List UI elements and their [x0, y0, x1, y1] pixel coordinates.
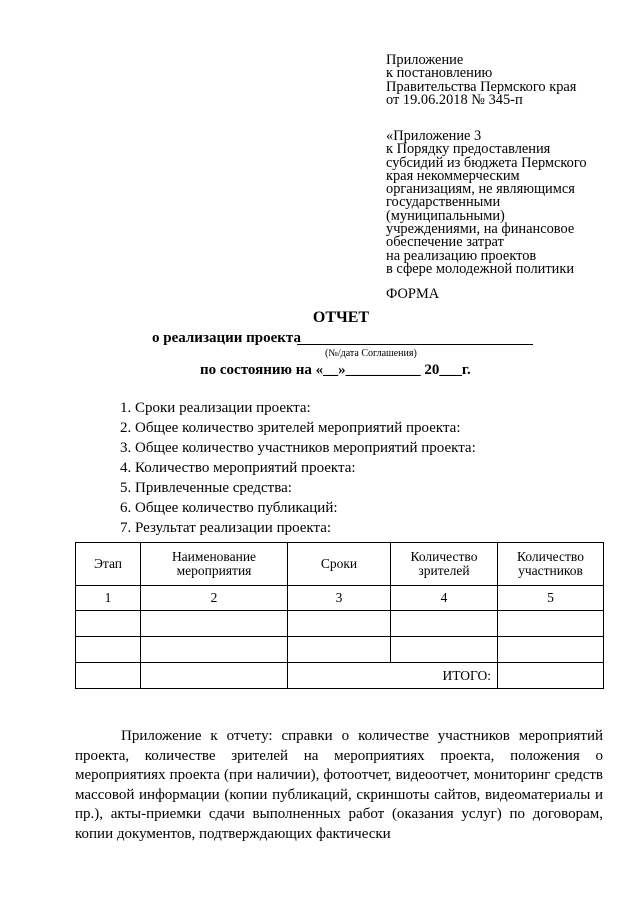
- list-item: 5. Привлеченные средства:: [120, 480, 292, 496]
- table-cell[interactable]: [498, 611, 604, 637]
- annex-inner-header: [386, 130, 618, 276]
- list-item: 4. Количество мероприятий проекта:: [120, 460, 356, 476]
- table-header-row: [76, 543, 604, 586]
- header-cell: Сроки: [288, 543, 391, 586]
- column-number-cell: 4: [391, 586, 498, 611]
- table-number-row: [76, 586, 604, 611]
- header-cell: Количество участников: [498, 543, 604, 586]
- table-cell[interactable]: [391, 611, 498, 637]
- annex-inner-line: учреждениями, на финансовое: [386, 221, 575, 238]
- annex-inner-line: обеспечение затрат: [386, 234, 504, 251]
- table-cell[interactable]: [141, 637, 288, 663]
- column-number-cell: 3: [288, 586, 391, 611]
- table-cell[interactable]: [76, 663, 141, 689]
- annex-header: [386, 54, 618, 107]
- annex-inner-line: «Приложение 3: [386, 128, 482, 144]
- list-item: 1. Сроки реализации проекта:: [120, 400, 311, 416]
- table-cell[interactable]: [498, 637, 604, 663]
- total-label: ИТОГО:: [288, 663, 498, 689]
- table-cell[interactable]: [288, 611, 391, 637]
- annex-line: Правительства Пермского края: [386, 78, 577, 95]
- table-cell[interactable]: [288, 637, 391, 663]
- column-number-cell: 5: [498, 586, 604, 611]
- table-row: [76, 637, 604, 663]
- header-cell: Наименование мероприятия: [141, 543, 288, 586]
- header-cell: Количество зрителей: [391, 543, 498, 586]
- list-item: 2. Общее количество зрителей мероприятий проекта:: [120, 420, 461, 436]
- annex-line: от 19.06.2018 № 345-п: [386, 91, 523, 108]
- annex-inner-line: края некоммерческим: [386, 167, 520, 184]
- table-row: [76, 611, 604, 637]
- table-cell[interactable]: [141, 611, 288, 637]
- report-subject-label: о реализации проекта: [152, 330, 301, 346]
- report-date-line: по состоянию на «__»__________ 20___г.: [200, 362, 471, 378]
- report-items-list: [120, 398, 476, 538]
- report-title: ОТЧЕТ: [312, 309, 370, 326]
- report-table: [75, 542, 604, 689]
- column-number-cell: 1: [76, 586, 141, 611]
- annex-inner-line: организациям, не являющимся: [386, 181, 575, 198]
- annex-line: к постановлению: [386, 65, 493, 82]
- report-attachment-note: Приложение к отчету: справки о количестве участников мероприятий проекта, количестве зрителей на мероприятиях проекта, положения о мероприятиях проекта (при наличии), фотоотчет, видеоотчет, мониторинг средств массовой информации (копии публикаций, скриншоты сайтов, видеоматериалы и пр.), акты-приемки сдачи выполненных работ (оказания услуг) по договорам, копии документов, подтверждающих фактически: [75, 728, 603, 842]
- column-number-cell: 2: [141, 586, 288, 611]
- annex-inner-line: на реализацию проектов: [386, 247, 537, 264]
- table-cell[interactable]: [391, 637, 498, 663]
- form-label: ФОРМА: [386, 286, 440, 302]
- agreement-hint: (№/дата Соглашения): [325, 348, 417, 359]
- header-cell: Этап: [76, 543, 141, 586]
- table-cell[interactable]: [76, 611, 141, 637]
- annex-inner-line: в сфере молодежной политики: [386, 260, 575, 277]
- annex-inner-line: к Порядку предоставления: [386, 141, 551, 158]
- list-item: 6. Общее количество публикаций:: [120, 500, 338, 516]
- annex-line: Приложение: [386, 52, 464, 68]
- table-cell[interactable]: [141, 663, 288, 689]
- list-item: 3. Общее количество участников мероприятий проекта:: [120, 440, 476, 456]
- table-total-row: [76, 663, 604, 689]
- annex-inner-line: субсидий из бюджета Пермского: [386, 154, 587, 171]
- annex-inner-line: (муниципальными): [386, 207, 505, 224]
- total-value-cell[interactable]: [498, 663, 604, 689]
- annex-inner-line: государственными: [386, 194, 501, 211]
- project-name-blank-line[interactable]: [297, 344, 533, 345]
- list-item: 7. Результат реализации проекта:: [120, 520, 332, 536]
- table-cell[interactable]: [76, 637, 141, 663]
